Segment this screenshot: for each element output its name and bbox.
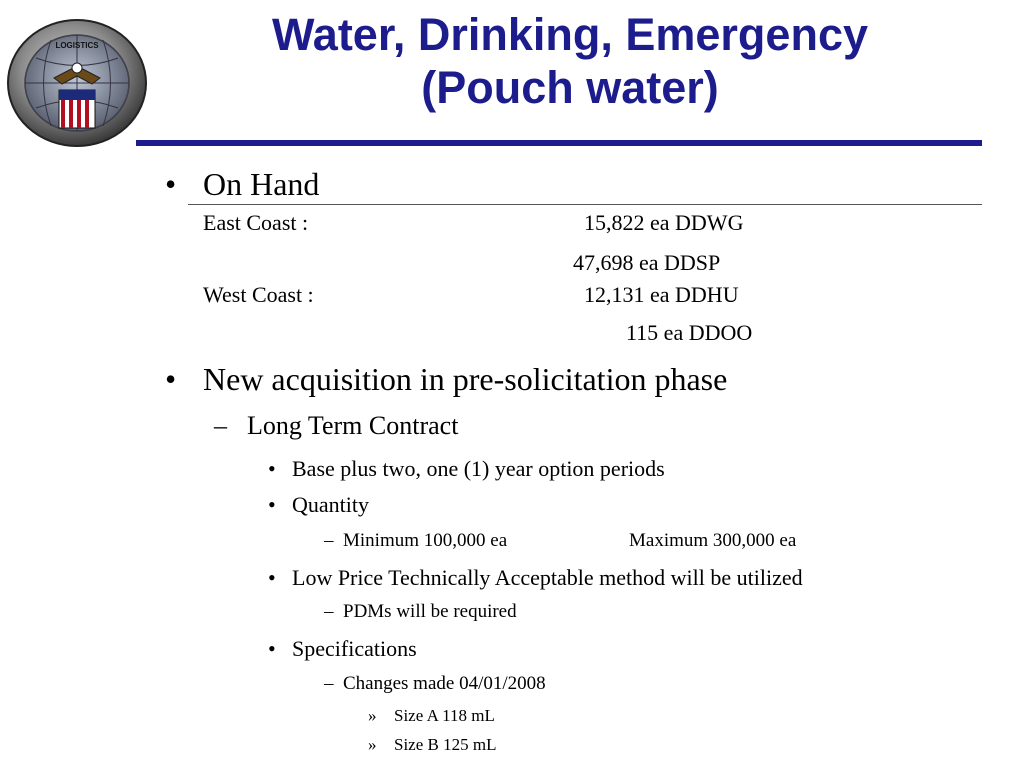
specifications-heading: Specifications: [292, 636, 417, 661]
bullet-dot: •: [268, 636, 276, 661]
title-line-1: Water, Drinking, Emergency: [271, 9, 868, 60]
west-coast-qty-ddhu: 12,131 ea DDHU: [584, 282, 739, 307]
bullet-dot: •: [268, 456, 276, 481]
on-hand-divider: [188, 204, 982, 205]
bullet-dot: •: [165, 361, 177, 397]
long-term-contract: Long Term Contract: [247, 411, 459, 440]
acquisition-heading: New acquisition in pre-solicitation phase: [203, 361, 728, 397]
minimum-quantity: Minimum 100,000 ea: [343, 530, 508, 551]
slide-title: [160, 8, 980, 114]
raquo-bullet: »: [368, 735, 377, 754]
agency-seal-logo: [6, 18, 148, 148]
size-a: Size A 118 mL: [394, 706, 495, 725]
raquo-bullet: »: [368, 706, 377, 725]
bullet-dot: •: [268, 565, 276, 590]
lpta-method: Low Price Technically Acceptable method will be utilized: [292, 565, 803, 590]
base-option-periods: Base plus two, one (1) year option periods: [292, 456, 665, 481]
on-hand-heading: On Hand: [203, 166, 320, 202]
west-coast-qty-ddoo: 115 ea DDOO: [626, 320, 753, 345]
dash-bullet: –: [324, 530, 334, 551]
spec-changes-date: Changes made 04/01/2008: [343, 673, 546, 694]
east-coast-qty-ddwg: 15,822 ea DDWG: [584, 210, 744, 235]
size-b: Size B 125 mL: [394, 735, 497, 754]
bullet-dot: •: [165, 166, 177, 202]
svg-text:LOGISTICS: LOGISTICS: [55, 41, 99, 50]
west-coast-label: West Coast :: [203, 282, 314, 307]
east-coast-label: East Coast :: [203, 210, 309, 235]
dash-bullet: –: [214, 411, 227, 440]
pdms-required: PDMs will be required: [343, 601, 517, 622]
maximum-quantity: Maximum 300,000 ea: [629, 530, 797, 551]
dash-bullet: –: [324, 601, 334, 622]
quantity-heading: Quantity: [292, 492, 369, 517]
bullet-dot: •: [268, 492, 276, 517]
title-line-2: (Pouch water): [421, 62, 719, 113]
dash-bullet: –: [324, 673, 334, 694]
title-underline: [136, 140, 982, 146]
east-coast-qty-ddsp: 47,698 ea DDSP: [573, 250, 721, 275]
